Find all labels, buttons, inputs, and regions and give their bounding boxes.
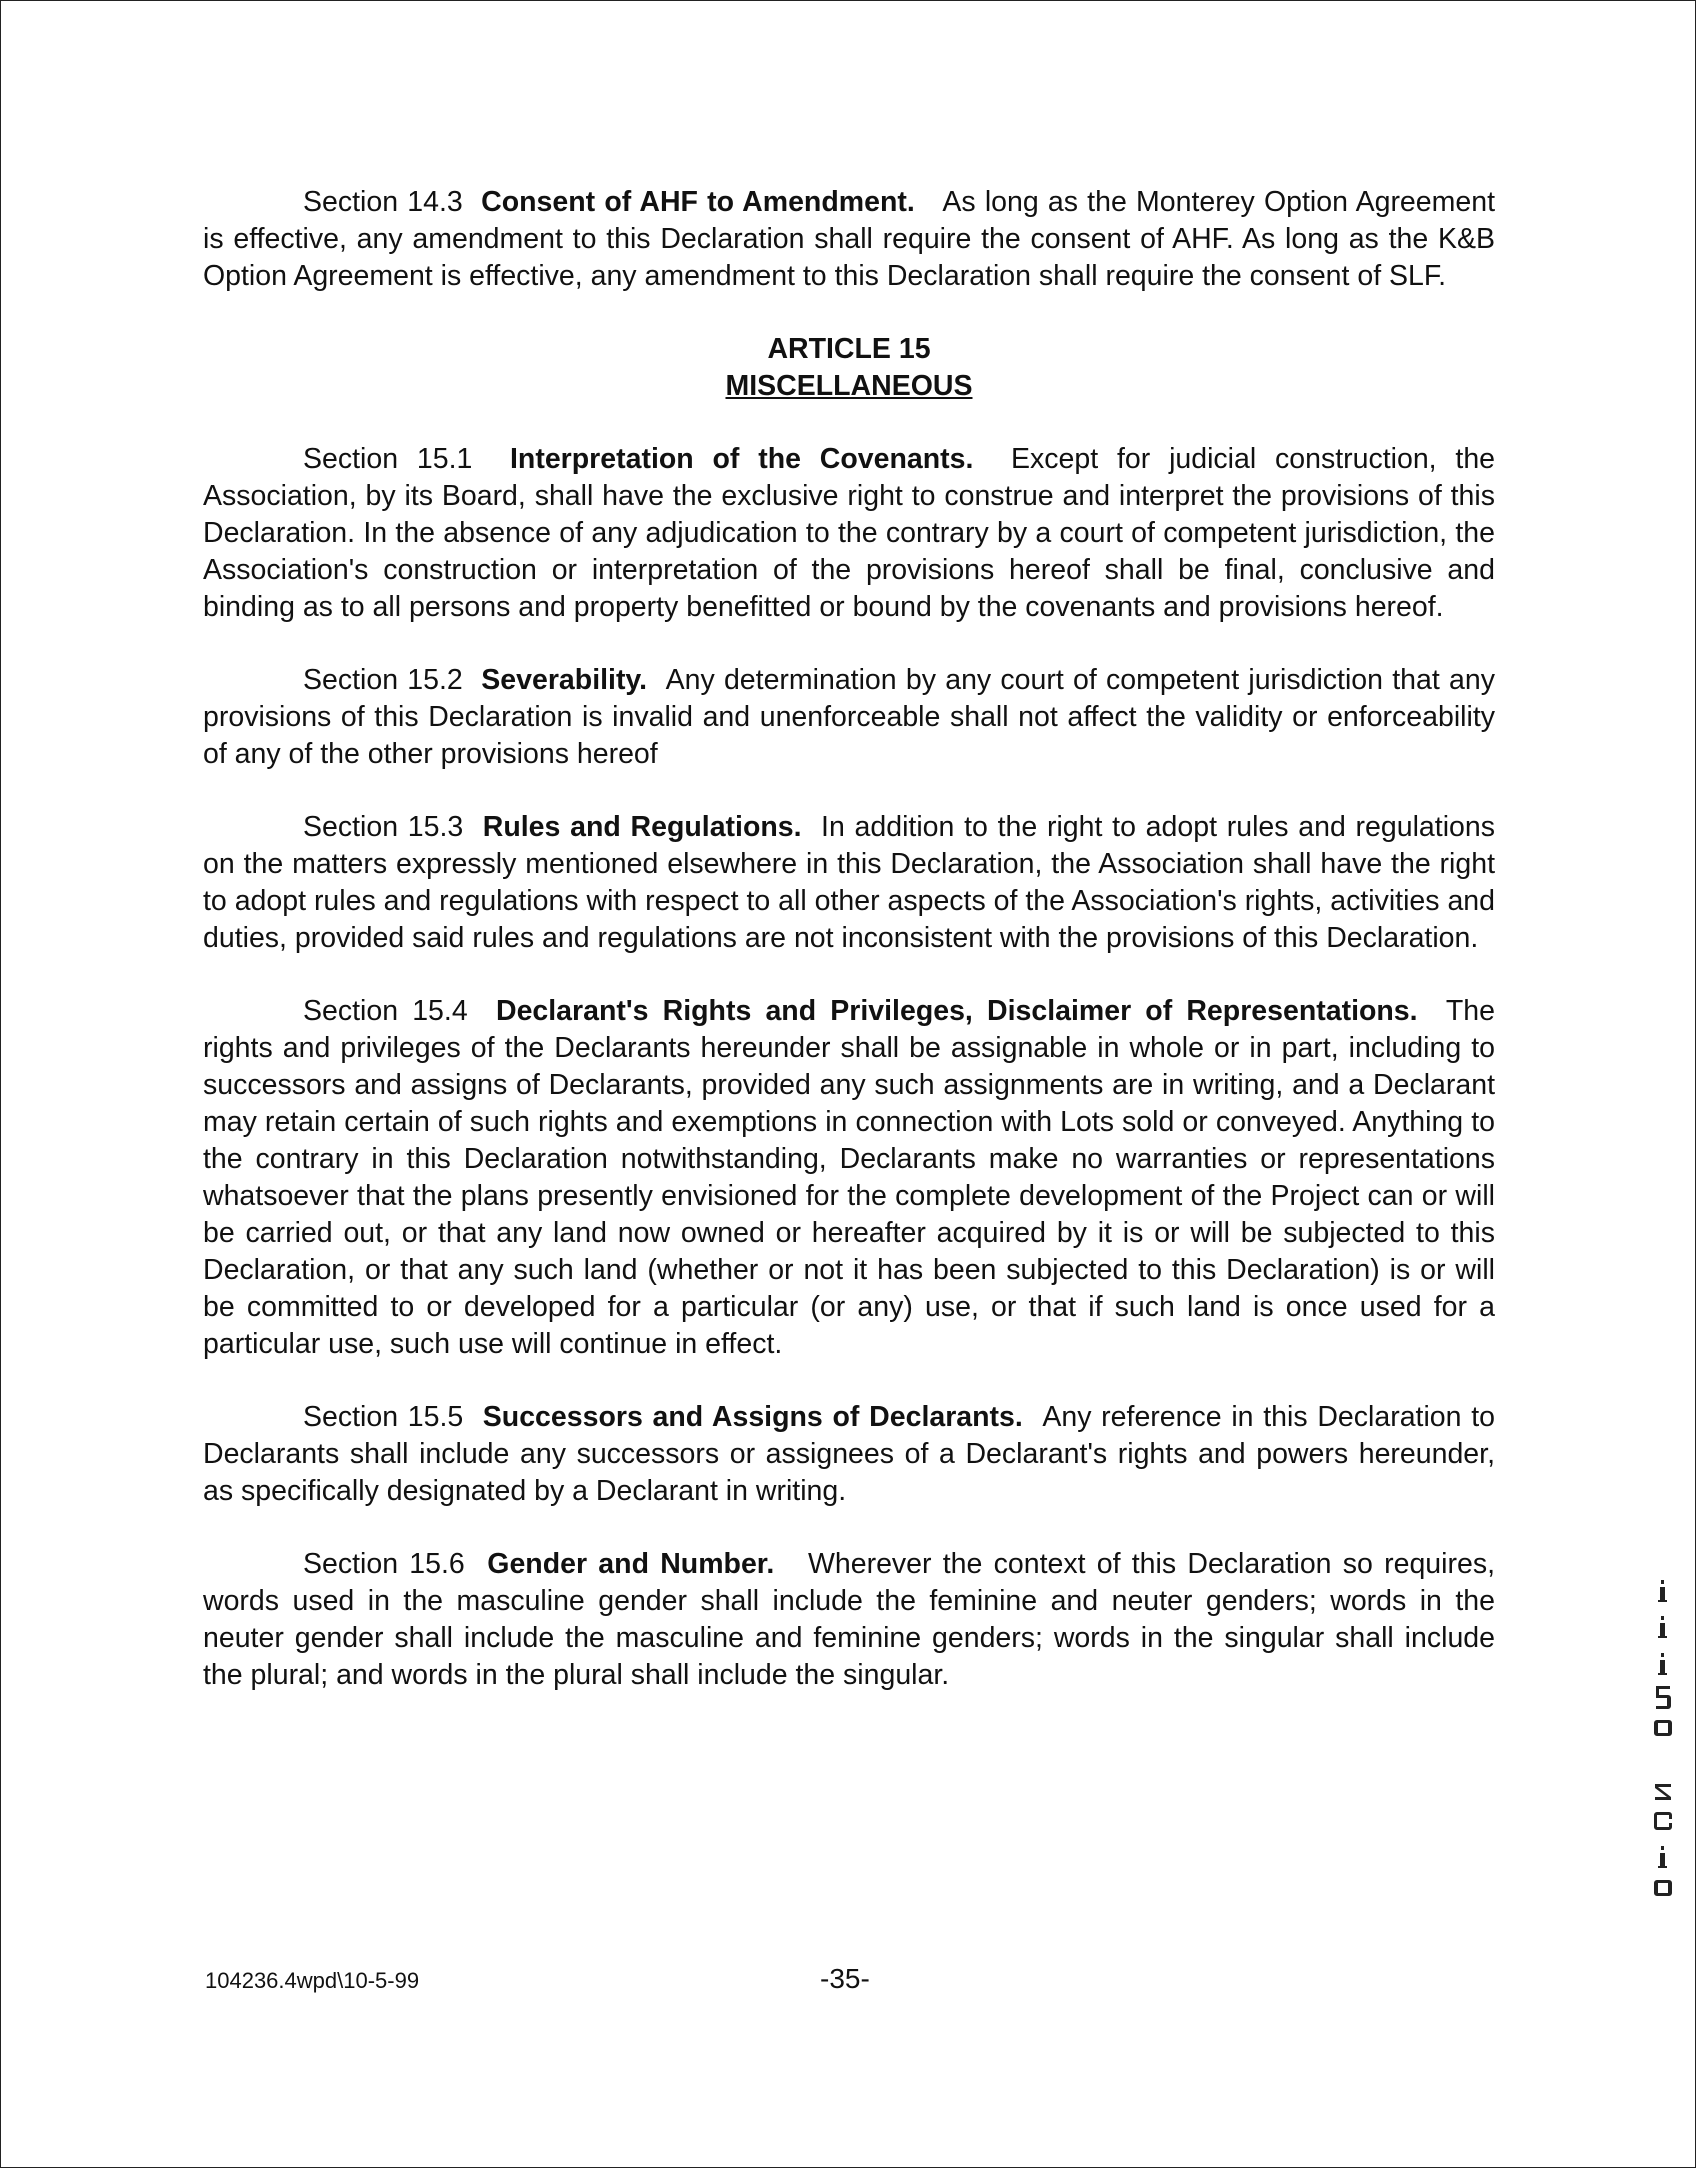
section-body: Wherever the context of this Declaration so requires, words used in the masculine gender shall include the feminine and neuter genders; words in the neuter gender shall include the masculine and feminine genders; words in the singular shall include the plural; and words in the plural shall include the singular. [203,1548,1495,1691]
document-body [203,184,1495,1730]
section-15-3 [203,809,1495,957]
section-body: Any determination by any court of competent jurisdiction that any provisions of this Declaration is invalid and unenforceable shall not affect the validity or enforceability of any of the other provisions hereof [203,664,1495,770]
section-body: As long as the Monterey Option Agreement is effective, any amendment to this Declaration shall require the consent of AHF. As long as the K&B Option Agreement is effective, any amendment to this Declaration shall require the consent of SLF. [203,186,1495,292]
section-heading: Interpretation of the Covenants. [510,443,974,475]
recording-stamp [1648,1580,1678,1920]
section-body: In addition to the right to adopt rules and regulations on the matters expressly mentioned elsewhere in this Declaration, the Association shall have the right to adopt rules and regulations with respect to all other aspects of the Association's rights, activities and duties, provided said rules and regulations are not inconsistent with the provisions of this Declaration. [203,811,1495,954]
section-heading: Severability. [481,664,648,696]
article-heading [203,331,1495,405]
section-heading: Gender and Number. [487,1548,775,1580]
section-15-2 [203,662,1495,773]
page-number: -35- [820,1963,870,1994]
section-label: Section 15.1 [303,443,473,475]
section-heading: Consent of AHF to Amendment. [481,186,915,218]
section-heading: Rules and Regulations. [482,811,802,843]
section-body: Any reference in this Declaration to Declarants shall include any successors or assignees of a Declarant's rights and powers hereunder, as specifically designated by a Declarant in writing. [203,1401,1496,1507]
article-number: ARTICLE 15 [767,333,931,365]
section-label: Section 15.5 [303,1401,464,1433]
section-label: Section 15.4 [303,995,468,1027]
section-body: The rights and privileges of the Declarants hereunder shall be assignable in whole or in part, including to successors and assigns of Declarants, provided any such assignments are in writing, and a Declarant may retain certain of such rights and exemptions in connection with Lots sold or conveyed. Anything to the contrary in this Declaration notwithstanding, Declarants make no warranties or representations whatsoever that the plans presently envisioned for the complete development of the Project can or will be carried out, or that any land now owned or hereafter acquired by it is or will be subjected to this Declaration, or that any such land (whether or not it has been subjected to this Declaration) is or will be committed to or developed for a particular (or any) use, or that if such land is once used for a particular use, such use will continue in effect. [203,995,1495,1360]
document-id: 104236.4wpd\10-5-99 [205,1968,420,1993]
section-15-5 [203,1399,1495,1510]
section-heading: Successors and Assigns of Declarants. [482,1401,1023,1433]
section-heading: Declarant's Rights and Privileges, Disclaimer of Representations. [495,995,1418,1027]
section-15-1 [203,441,1495,626]
section-label: Section 15.2 [303,664,463,696]
section-15-4 [203,993,1495,1363]
section-body: Except for judicial construction, the Association, by its Board, shall have the exclusive right to construe and interpret the provisions of this Declaration. In the absence of any adjudication to the contrary by a court of competent jurisdiction, the Association's construction or interpretation of the provisions hereof shall be final, conclusive and binding as to all persons and property benefitted or bound by the covenants and provisions hereof. [203,443,1496,623]
section-label: Section 15.3 [303,811,464,843]
section-15-6 [203,1546,1495,1694]
section-14-3 [203,184,1495,295]
section-label: Section 14.3 [303,186,463,218]
section-label: Section 15.6 [303,1548,465,1580]
article-title: MISCELLANEOUS [725,370,973,402]
